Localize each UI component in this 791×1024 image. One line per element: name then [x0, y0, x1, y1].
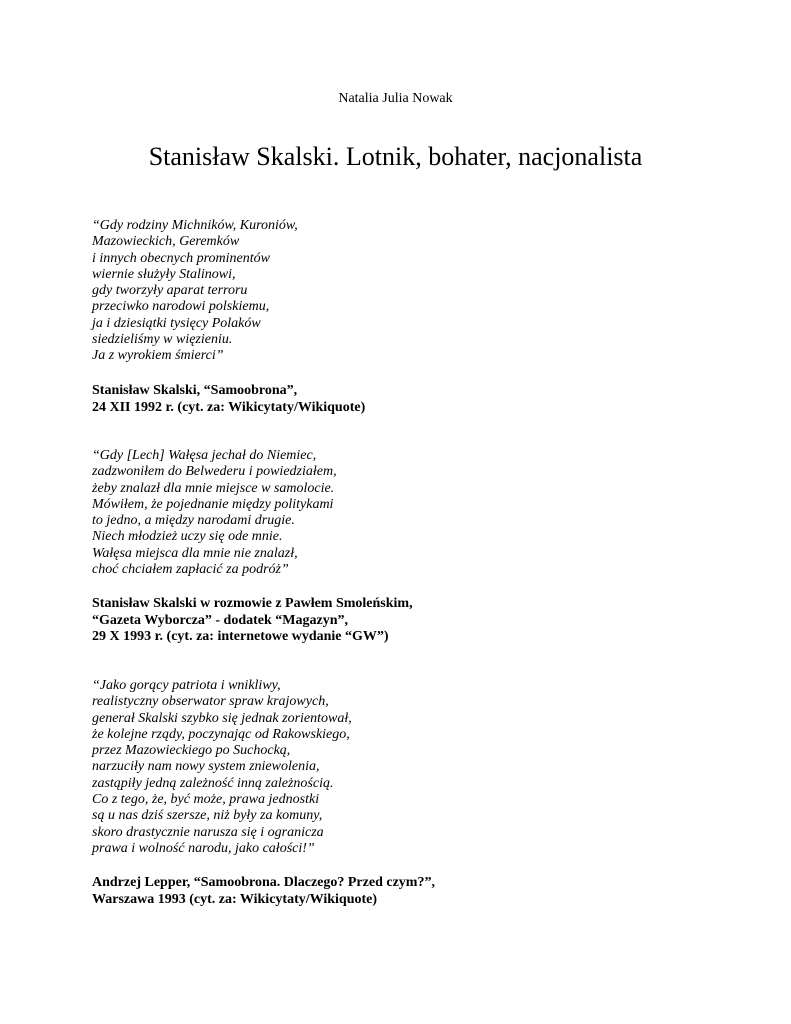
- quote-line: siedzieliśmy w więzieniu.: [92, 332, 233, 348]
- epigraph-source-1: [92, 383, 712, 416]
- quote-line: przeciwko narodowi polskiemu,: [92, 299, 270, 315]
- source-line: Andrzej Lepper, “Samoobrona. Dlaczego? Przed czym?”,: [92, 875, 435, 890]
- source-line: Warszawa 1993 (cyt. za: Wikicytaty/Wikiquote): [92, 891, 378, 907]
- quote-line: “Gdy rodziny Michników, Kuroniów,: [92, 218, 298, 233]
- epigraph-quote-3: [92, 678, 712, 857]
- epigraph-quote-1: [92, 218, 712, 365]
- author-name: Natalia Julia Nowak: [338, 91, 453, 106]
- quote-line: wiernie służyły Stalinowi,: [92, 266, 236, 282]
- quote-line: Niech młodzież uczy się ode mnie.: [92, 529, 283, 545]
- quote-line: że kolejne rządy, poczynając od Rakowskiego,: [92, 726, 350, 742]
- quote-line: narzuciły nam nowy system zniewolenia,: [92, 759, 320, 775]
- source-line: 24 XII 1992 r. (cyt. za: Wikicytaty/Wikiquote): [92, 399, 366, 415]
- document-title: Stanisław Skalski. Lotnik, bohater, nacjonalista: [148, 142, 643, 171]
- source-line: “Gazeta Wyborcza” - dodatek “Magazyn”,: [92, 612, 348, 628]
- quote-line: żeby znalazł dla mnie miejsce w samolocie.: [92, 480, 335, 496]
- quote-line: zastąpiły jedną zależność inną zależnością.: [92, 775, 334, 791]
- quote-line: ja i dziesiątki tysięcy Polaków: [92, 315, 261, 331]
- quote-line: Ja z wyrokiem śmierci”: [92, 348, 224, 364]
- epigraph-quote-2: [92, 448, 712, 578]
- quote-line: to jedno, a między narodami drugie.: [92, 513, 295, 529]
- quote-line: generał Skalski szybko się jednak zorientował,: [92, 710, 352, 726]
- quote-line: “Jako gorący patriota i wnikliwy,: [92, 678, 281, 693]
- source-line: 29 X 1993 r. (cyt. za: internetowe wydanie “GW”): [92, 629, 389, 644]
- quote-line: są u nas dziś szersze, niż były za komuny,: [92, 808, 323, 824]
- quote-line: “Gdy [Lech] Wałęsa jechał do Niemiec,: [92, 448, 317, 463]
- source-line: Stanisław Skalski w rozmowie z Pawłem Smoleńskim,: [92, 596, 413, 611]
- quote-line: skoro drastycznie narusza się i ogranicza: [92, 824, 324, 840]
- quote-line: i innych obecnych prominentów: [92, 250, 270, 266]
- quote-line: Co z tego, że, być może, prawa jednostki: [92, 792, 320, 808]
- source-line: Stanisław Skalski, “Samoobrona”,: [92, 383, 298, 398]
- epigraph-source-2: [92, 596, 712, 646]
- epigraph-source-3: [92, 875, 712, 908]
- quote-line: Mazowieckich, Geremków: [92, 234, 240, 250]
- quote-line: zadzwoniłem do Belwederu i powiedziałem,: [92, 464, 337, 480]
- quote-line: prawa i wolność narodu, jako całości!”: [92, 840, 315, 856]
- quote-line: choć chciałem zapłacić za podróż”: [92, 562, 289, 578]
- quote-line: Mówiłem, że pojednanie między politykami: [92, 496, 334, 512]
- quote-line: przez Mazowieckiego po Suchocką,: [92, 743, 291, 759]
- quote-line: gdy tworzyły aparat terroru: [92, 283, 248, 299]
- quote-line: Wałęsa miejsca dla mnie nie znalazł,: [92, 545, 298, 561]
- quote-line: realistyczny obserwator spraw krajowych,: [92, 694, 329, 710]
